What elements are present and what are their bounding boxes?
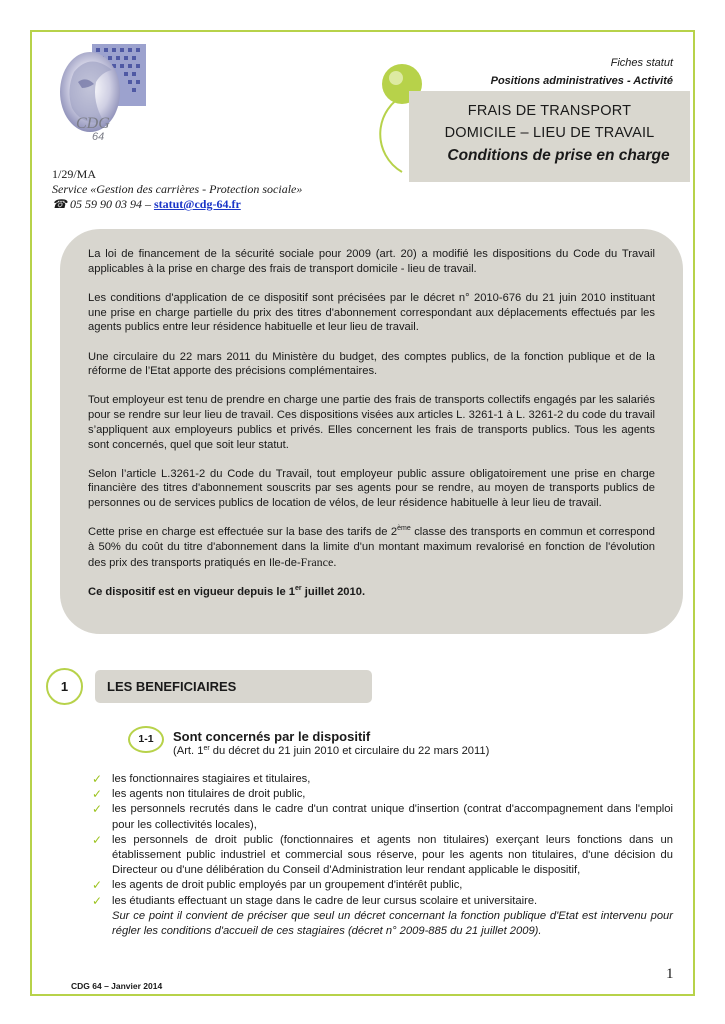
list-item: ✓ les personnels recrutés dans le cadre d'un contrat unique d'insertion (contrat d'accompagnement dans l'emploi pour les collectivités locales),: [92, 802, 673, 831]
section-number: 1: [46, 668, 83, 705]
document-title-box: [409, 91, 690, 182]
check-icon: ✓: [92, 893, 103, 908]
positions-label: Positions administratives - Activité: [490, 75, 673, 87]
title-line-1: FRAIS DE TRANSPORT: [467, 103, 632, 119]
check-icon: ✓: [92, 802, 103, 817]
intro-paragraph: La loi de financement de la sécurité sociale pour 2009 (art. 20) a modifié les dispositions du Code du Travail applicables à la prise en charge des frais de transport domicile - lieu de travail.: [88, 248, 655, 275]
check-icon: ✓: [92, 832, 103, 847]
check-icon: ✓: [92, 787, 103, 802]
interns-note: Sur ce point il convient de préciser que seul un décret concernant la fonction publique d'Etat est intervenu pour régler les conditions d'accueil de ces stagiaires (décret n° 2009-885 du 21 juillet 2009).: [112, 909, 673, 938]
intro-paragraph: Selon l’article L.3261-2 du Code du Travail, tout employeur public assure obligatoirement une prise en charge financière des titres d'abonnement souscrits par ses agents pour se rendre, au moyen de transports publics de personnes ou de services publics de location de vélos, de leur résidence habituelle à leur lieu de travail.: [88, 467, 655, 510]
check-icon: ✓: [92, 772, 103, 786]
intro-paragraph: Les conditions d'application de ce dispositif sont précisées par le décret n° 2010-676 du 21 juin 2010 instituant une prise en charge partielle du prix des titres d'abonnement correspondant aux déplacements effectués par les agents publics entre leur résidence habituelle et leur lieu de travail.: [88, 291, 655, 334]
page-number: 1: [666, 966, 674, 982]
list-item: ✓ les agents de droit public employés par un groupement d'intérêt public,: [92, 878, 463, 893]
service-name: Service «Gestion des carrières - Protection sociale»: [52, 182, 303, 196]
reference-code: 1/29/MA: [52, 167, 97, 181]
list-item: ✓ les étudiants effectuant un stage dans le cadre de leur cursus scolaire et universitaire.: [92, 893, 538, 908]
section-title: LES BENEFICIAIRES: [95, 670, 372, 703]
phone-number: 05 59 90 03 94 –: [69, 197, 151, 211]
document-category: [491, 54, 673, 90]
title-line-2: DOMICILE – LIEU DE TRAVAIL: [444, 125, 655, 141]
title-line-3: Conditions de prise en charge: [447, 147, 670, 164]
list-item: ✓ les fonctionnaires stagiaires et titulaires,: [92, 772, 311, 786]
list-item: ✓ les personnels de droit public (fonctionnaires et agents non titulaires) exerçant leurs fonctions dans un établissement public industriel et commercial sous réserve, pour les agents non titulaires, d'une décision du Directeur ou d'une délibération du Conseil d'Administration leur rendant applicable le dispositif,: [92, 832, 673, 877]
email-link[interactable]: statut@cdg-64.fr: [153, 197, 241, 211]
subsection-number: 1-1: [128, 726, 164, 753]
intro-paragraph: Cette prise en charge est effectuée sur la base des tarifs de 2ème classe des transports en commun et correspond à 50% du coût du titre d'abonnement dans la limite d'un montant maximum revalorisé en fonction de l'évolution des prix des transports pratiqués en Ile-de-France.: [88, 525, 655, 569]
svg-text:CDG: CDG: [76, 115, 110, 132]
reference-block: [52, 167, 302, 212]
footer: CDG 64 – Janvier 2014: [71, 981, 163, 991]
beneficiaries-list: [92, 772, 673, 939]
subsection-reference: (Art. 1er du décret du 21 juin 2010 et circulaire du 22 mars 2011): [173, 745, 490, 757]
intro-paragraph: Tout employeur est tenu de prendre en charge une partie des frais de transports collectifs engagés par les salariés pour se rendre sur leur lieu de travail. Ces dispositions visées aux articles L. 3261-1 à L. 3261-2 du code du travail s’appliquent aux employeurs publics et privés. Elles concernent les frais de transports publics. Tous les agents sont concernés, quel que soit leur statut.: [88, 394, 655, 451]
svg-text:64: 64: [92, 131, 105, 142]
fiches-label: Fiches statut: [610, 57, 673, 69]
phone-icon: ☎: [52, 197, 67, 211]
check-icon: ✓: [92, 878, 103, 893]
subsection-title: Sont concernés par le dispositif: [173, 729, 371, 744]
effective-date-statement: Ce dispositif est en vigueur depuis le 1er juillet 2010.: [88, 584, 366, 598]
contact-line: [52, 197, 302, 212]
intro-paragraph: Une circulaire du 22 mars 2011 du Ministère du budget, des comptes publics, de la fonction publique et de la réforme de l’Etat apporte des précisions complémentaires.: [88, 350, 655, 378]
cdg64-logo: [52, 42, 148, 142]
list-item: ✓ les agents non titulaires de droit public,: [92, 787, 306, 802]
intro-panel: [60, 229, 683, 634]
